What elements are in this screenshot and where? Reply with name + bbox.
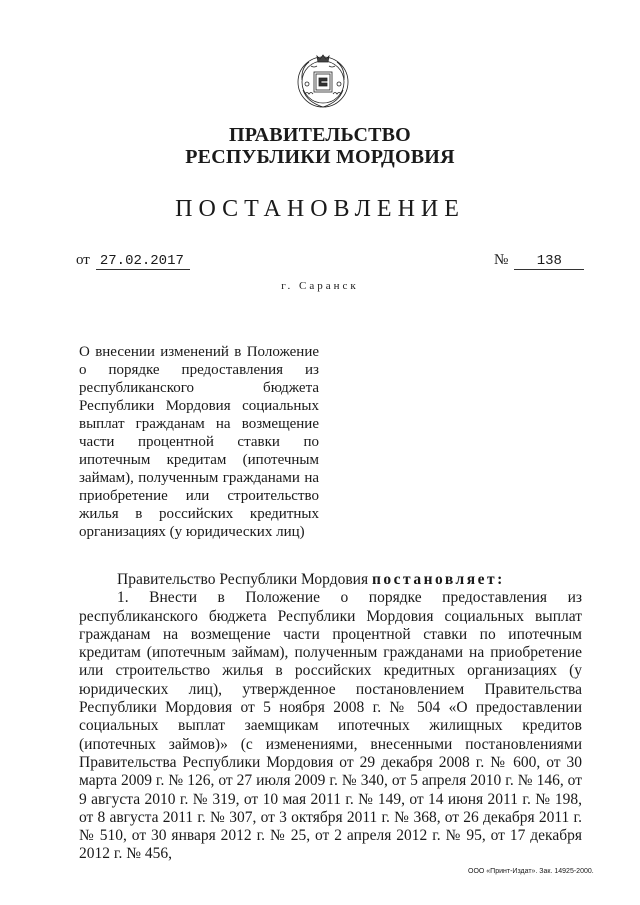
intro-paragraph [79,571,582,589]
printer-footer: ООО «Принт-Издат». Зак. 14925-2000. [468,868,594,875]
document-date [76,252,190,270]
date-label: от [76,252,90,268]
document-number [494,252,584,270]
coat-of-arms-emblem [295,50,351,110]
paragraph-1: 1. Внести в Положение о порядке предоставления из республиканского бюджета Республики Мордовия социальных выплат гражданам на возмещение части процентной ставки по ипотечным кредитам (ипотечным займам), полученным гражданами на приобретение или строительство жилья в российских кредитных организациях (у юридических лиц), утвержденное постановлением Правительства Республики Мордовия от 5 ноября 2008 г. № 504 «О предоставлении социальных выплат заемщикам ипотечных жилищных кредитов (ипотечных займов)» (с изменениями, внесенными постановлениями Правительства Республики Мордовия от 29 декабря 2008 г. № 600, от 30 марта 2009 г. № 126, от 27 июля 2009 г. № 340, от 5 апреля 2010 г. № 146, от 9 августа 2010 г. № 319, от 10 мая 2011 г. № 149, от 14 июня 2011 г. № 198, от 8 августа 2011 г. № 307, от 3 октября 2011 г. № 368, от 26 декабря 2011 г. № 510, от 30 января 2012 г. № 25, от 2 апреля 2012 г. № 95, от 17 декабря 2012 г. № 456, [79,589,582,863]
document-body [79,571,582,864]
government-title-line1: ПРАВИТЕЛЬСТВО [229,124,411,146]
intro-verb: постановляет: [371,571,505,588]
number-label: № [494,252,509,268]
number-value: 138 [514,254,584,270]
date-value: 27.02.2017 [96,254,190,270]
document-type-heading: ПОСТАНОВЛЕНИЕ [175,196,465,222]
document-subject: О внесении изменений в Положение о порядке предоставления из республиканского бюджета Республики Мордовия социальных выплат гражданам на возмещение части процентной ставки по ипотечным кредитам (ипотечным займам), полученным гражданами на приобретение или строительство жилья в российских кредитных организациях (у юридических лиц) [79,344,319,540]
government-title-line2: РЕСПУБЛИКИ МОРДОВИЯ [185,146,455,168]
city-name: г. Саранск [281,280,359,292]
intro-prefix: Правительство Республики Мордовия [117,571,372,588]
